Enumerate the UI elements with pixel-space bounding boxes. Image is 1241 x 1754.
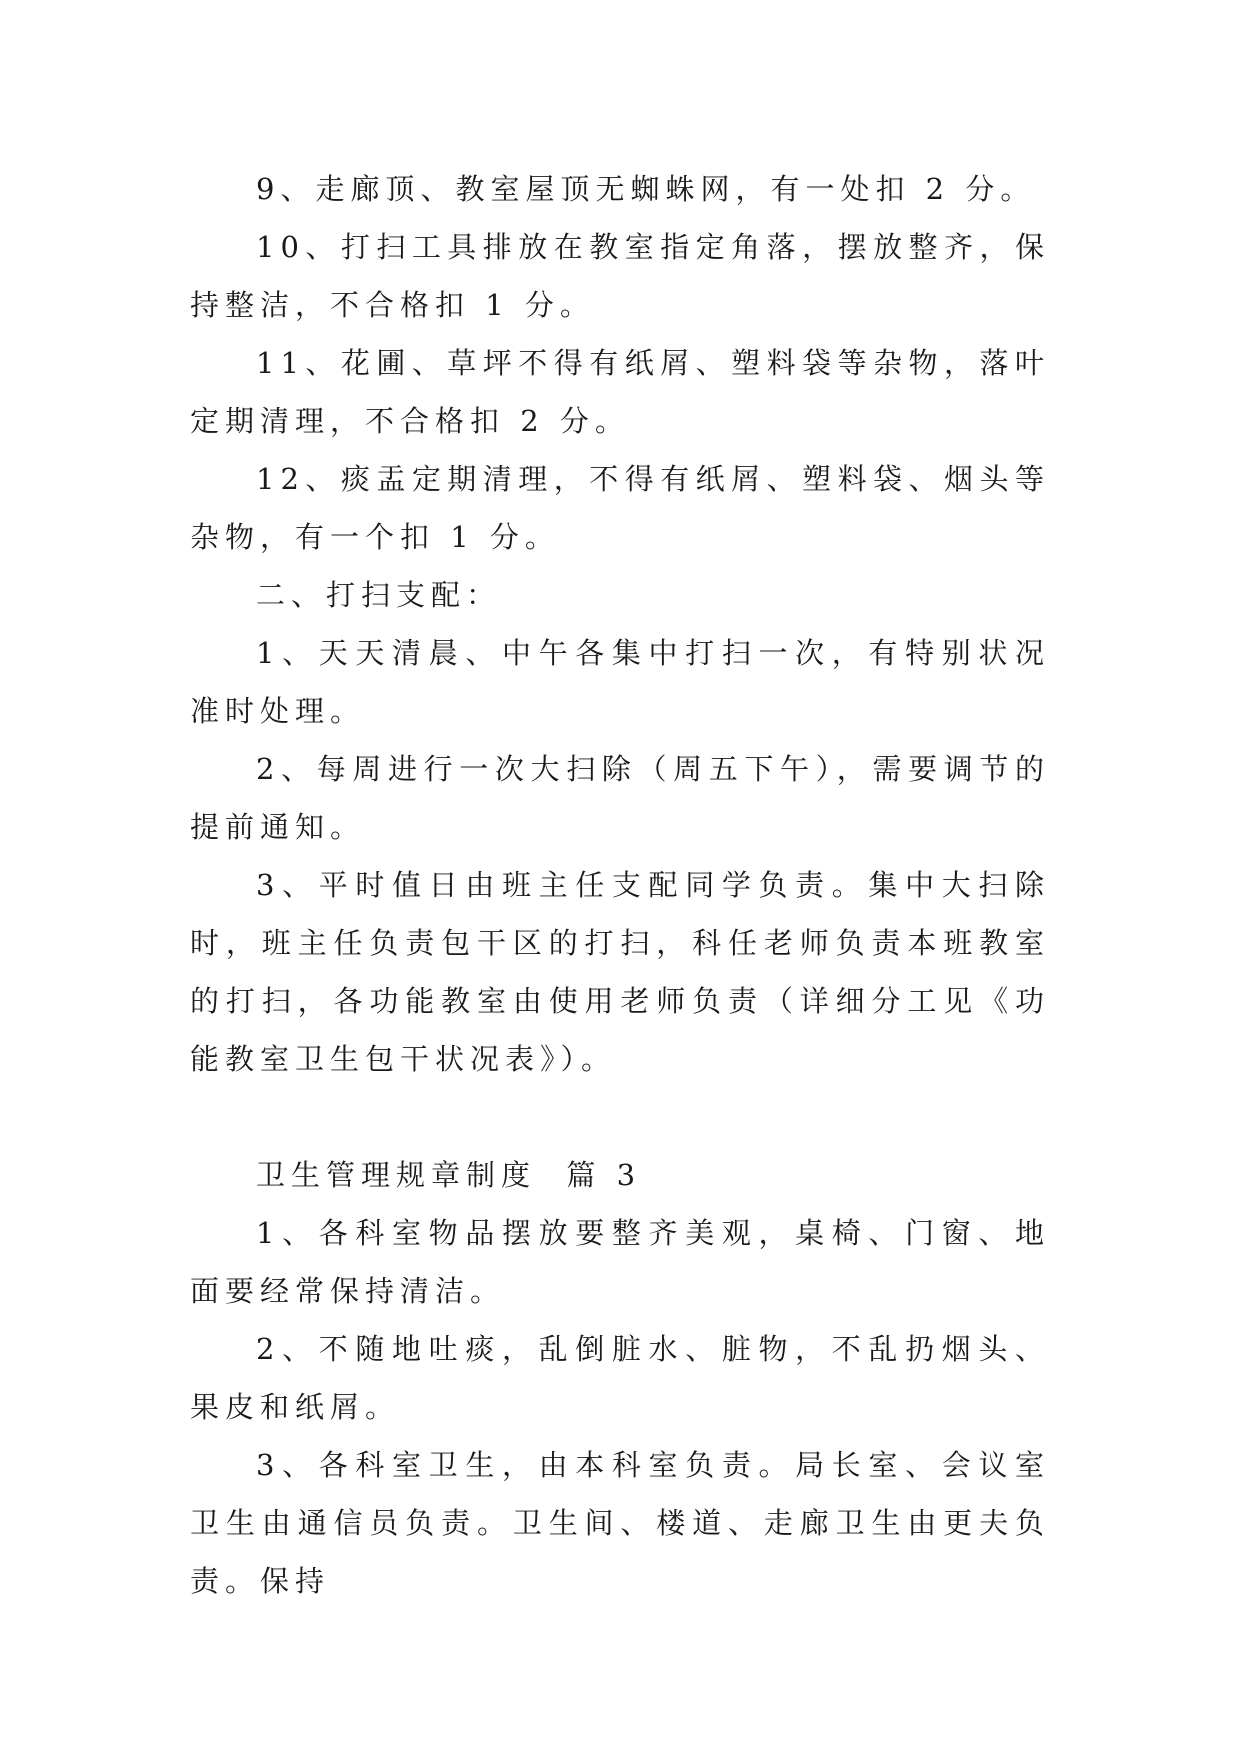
paragraph-item-11: 11、花圃、草坪不得有纸屑、塑料袋等杂物，落叶定期清理，不合格扣 2 分。 [190,346,1050,438]
document-body [190,160,1050,1610]
section-heading-cleaning-arrangement: 二、打扫支配： [256,578,502,612]
paragraph-item-10: 10、打扫工具排放在教室指定角落，摆放整齐，保持整洁，不合格扣 1 分。 [190,230,1050,322]
paragraph-item-12: 12、痰盂定期清理，不得有纸屑、塑料袋、烟头等杂物，有一个扣 1 分。 [190,462,1050,554]
paragraph-item-9: 9、走廊顶、教室屋顶无蜘蛛网，有一处扣 2 分。 [256,172,1036,206]
rule-item-1: 1、各科室物品摆放要整齐美观，桌椅、门窗、地面要经常保持清洁。 [190,1216,1050,1308]
arrangement-item-2: 2、每周进行一次大扫除（周五下午），需要调节的提前通知。 [190,752,1050,844]
rule-item-2: 2、不随地吐痰，乱倒脏水、脏物，不乱扔烟头、果皮和纸屑。 [190,1332,1050,1424]
section-gap [190,1088,1050,1146]
section-title: 卫生管理规章制度 篇 3 [256,1158,642,1192]
arrangement-item-1: 1、天天清晨、中午各集中打扫一次，有特别状况准时处理。 [190,636,1050,728]
rule-item-3: 3、各科室卫生，由本科室负责。局长室、会议室卫生由通信员负责。卫生间、楼道、走廊卫生由更夫负责。保持 [190,1448,1050,1598]
arrangement-item-3: 3、平时值日由班主任支配同学负责。集中大扫除时，班主任负责包干区的打扫，科任老师负责本班教室的打扫，各功能教室由使用老师负责（详细分工见《功能教室卫生包干状况表》）。 [190,868,1050,1076]
